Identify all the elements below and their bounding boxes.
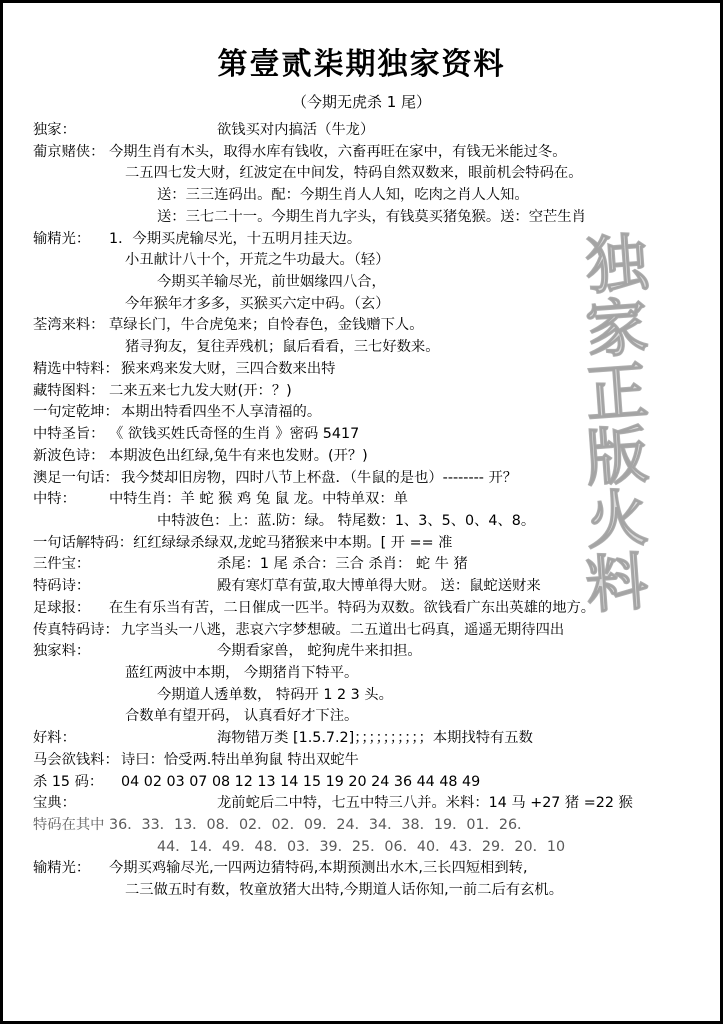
line-label: 中特： xyxy=(33,491,76,508)
line-text: 海物错万类 [1.5.7.2]；；；；；；；；；；本期找特有五数 xyxy=(217,730,533,747)
line-label: 宝典： xyxy=(33,795,76,812)
document-content xyxy=(3,3,720,902)
line-label: 马会欲钱料： xyxy=(33,751,119,768)
content-line xyxy=(17,620,706,642)
content-line: 二三做五时有数，牧童放猪大出特,今期道人话你知,一前二后有玄机。 xyxy=(125,882,563,899)
content-line xyxy=(17,793,706,815)
line-text: 今期买鸡输尽光,一四两边猜特码,本期预测出水木,三长四短相到转, xyxy=(109,860,528,877)
watermark-char: 家 xyxy=(583,289,651,367)
line-text: 诗曰：恰受两.特出单狗鼠 特出双蛇牛 xyxy=(121,751,359,768)
page-title: 第壹贰柒期独家资料 xyxy=(217,47,506,82)
content-line xyxy=(17,554,706,576)
line-text: 本期出特看四坐不人享清福的。 xyxy=(121,404,322,421)
line-text: 我今焚却旧房物，四时八节上杯盘．（牛鼠的是也）-------- 开？ xyxy=(121,469,518,486)
content-line xyxy=(17,359,706,381)
line-label: 葡京赌侠： xyxy=(33,143,105,160)
line-text: 36．33．13．08．02．02．09．24．34．38．19．01．26． xyxy=(109,817,532,833)
line-text: 杀尾：1 尾 杀合：三合 杀肖： 蛇 牛 猪 xyxy=(217,556,468,573)
content-line xyxy=(17,315,706,337)
watermark-char: 正 xyxy=(583,353,651,431)
content-line: 今期道人透单数， 特码开 1 2 3 头。 xyxy=(157,686,393,703)
content-line: 44．14．49．48．03．39．25．06．40．43．29．20．10 xyxy=(157,838,566,855)
line-label: 藏特图料： xyxy=(33,382,105,399)
line-label: 输精光： xyxy=(33,230,91,247)
content-line: 合数单有望开码， 认真看好才下注。 xyxy=(125,708,359,725)
content-line: 中特波色：上：蓝.防：绿。 特尾数：1、3、5、0、4、8。 xyxy=(157,512,536,529)
content-line xyxy=(17,576,706,598)
line-text: 殿有寒灯草有萤,取大博单得大财。 送：鼠蛇送财来 xyxy=(217,578,541,595)
line-text: 二来五来七九发大财(开：？) xyxy=(109,382,292,399)
line-label: 精选中特料： xyxy=(33,360,119,377)
content-line: 蓝红两波中本期， 今期猪肖下特平。 xyxy=(125,664,359,681)
content-line xyxy=(17,641,706,663)
line-label: 足球报： xyxy=(33,599,91,616)
line-label: 澳足一句话： xyxy=(33,469,119,486)
line-text: 中特生肖：羊 蛇 猴 鸡 兔 鼠 龙。中特单双：单 xyxy=(109,491,408,508)
content-line xyxy=(17,424,706,446)
line-text: 1．今期买虎输尽光，十五明月挂天边。 xyxy=(109,230,362,247)
line-label: 独家： xyxy=(33,122,76,138)
content-line xyxy=(17,120,706,142)
content-line: 今年猴年才多多，买猴买六定中码。（玄） xyxy=(125,295,390,312)
content-line xyxy=(17,750,706,772)
line-text: 《 欲钱买姓氏奇怪的生肖 》密码 5417 xyxy=(109,426,360,443)
line-label: 杀 15 码： xyxy=(33,773,104,790)
line-label: 荃湾来料： xyxy=(33,317,105,334)
line-text: 九字当头一八逃，悲哀六字梦想破。二五道出七码真，遥遥无期待四出 xyxy=(121,621,565,638)
content-line xyxy=(17,402,706,424)
line-label: 独家料： xyxy=(33,643,91,660)
content-line xyxy=(17,468,706,490)
line-label: 三件宝： xyxy=(33,556,91,573)
content-line: 送：三七二十一。今期生肖九字头，有钱莫买猪兔猴。送：空芒生肖 xyxy=(157,208,586,225)
content-line xyxy=(17,489,706,511)
content-line xyxy=(17,142,706,164)
line-label: 中特圣旨： xyxy=(33,426,105,443)
line-label: 好料： xyxy=(33,730,76,747)
line-label: 特码在其中 xyxy=(33,817,105,833)
line-label: 一句话解特码： xyxy=(33,534,134,551)
line-text: 今期生肖有木头，取得水库有钱收，六畜再旺在家中，有钱无米能过冬。 xyxy=(109,143,567,160)
content-line: 猪寻狗友，复往弄残机；鼠后看看，三七好数来。 xyxy=(125,339,440,356)
line-label: 输精光： xyxy=(33,860,91,877)
page-subtitle: （今期无虎杀 1 尾） xyxy=(291,93,432,111)
line-label: 传真特码诗： xyxy=(33,621,119,638)
content-line xyxy=(17,772,706,794)
content-line: 今期买羊输尽光，前世姻缘四八合， xyxy=(157,274,386,291)
content-line: 二五四七发大财，红波定在中间发，特码自然双数来，眼前机会特码在。 xyxy=(125,165,583,182)
line-text: 在生有乐当有苦，二日催成一匹半。特码为双数。欲钱看广东出英雄的地方。 xyxy=(109,599,596,616)
watermark-char: 版 xyxy=(583,417,651,495)
content-line: 送：三三连码出。配：今期生肖人人知，吃肉之肖人人知。 xyxy=(157,187,529,204)
line-text: 本期波色出红绿,兔牛有来也发财。(开？) xyxy=(109,447,368,464)
line-text: 今期看家兽， 蛇狗虎牛来扣担。 xyxy=(217,643,422,660)
watermark-char: 料 xyxy=(583,545,651,623)
watermark-char: 火 xyxy=(583,481,651,559)
content-line xyxy=(17,381,706,403)
line-text: 猴来鸡来发大财，三四合数来出特 xyxy=(121,360,336,377)
line-label: 新波色诗： xyxy=(33,447,105,464)
line-text: 草绿长门，牛合虎兔来；自怜春色，金钱赠下人。 xyxy=(109,317,424,334)
content-line xyxy=(17,598,706,620)
line-text: 红红绿绿杀绿双,龙蛇马猪猴来中本期。[ 开 == 准 xyxy=(133,534,453,551)
content-lines xyxy=(17,120,706,902)
content-line: 小丑献计八十个，开荒之牛功最大。（轻） xyxy=(125,252,390,269)
content-line xyxy=(17,858,706,880)
content-line xyxy=(17,533,706,555)
content-line xyxy=(17,229,706,251)
line-label: 特码诗： xyxy=(33,578,91,595)
line-label: 一句定乾坤： xyxy=(33,404,119,421)
content-line xyxy=(17,446,706,468)
content-line xyxy=(17,815,706,837)
watermark-char: 独 xyxy=(583,225,651,304)
content-line xyxy=(17,728,706,750)
line-text: 欲钱买对内搞活（牛龙） xyxy=(217,122,375,138)
line-text: 龙前蛇后二中特，七五中特三八并。米料：14 马 +27 猪 =22 猴 xyxy=(217,795,633,812)
line-text: 04 02 03 07 08 12 13 14 15 19 20 24 36 44 48 49 xyxy=(121,773,481,790)
